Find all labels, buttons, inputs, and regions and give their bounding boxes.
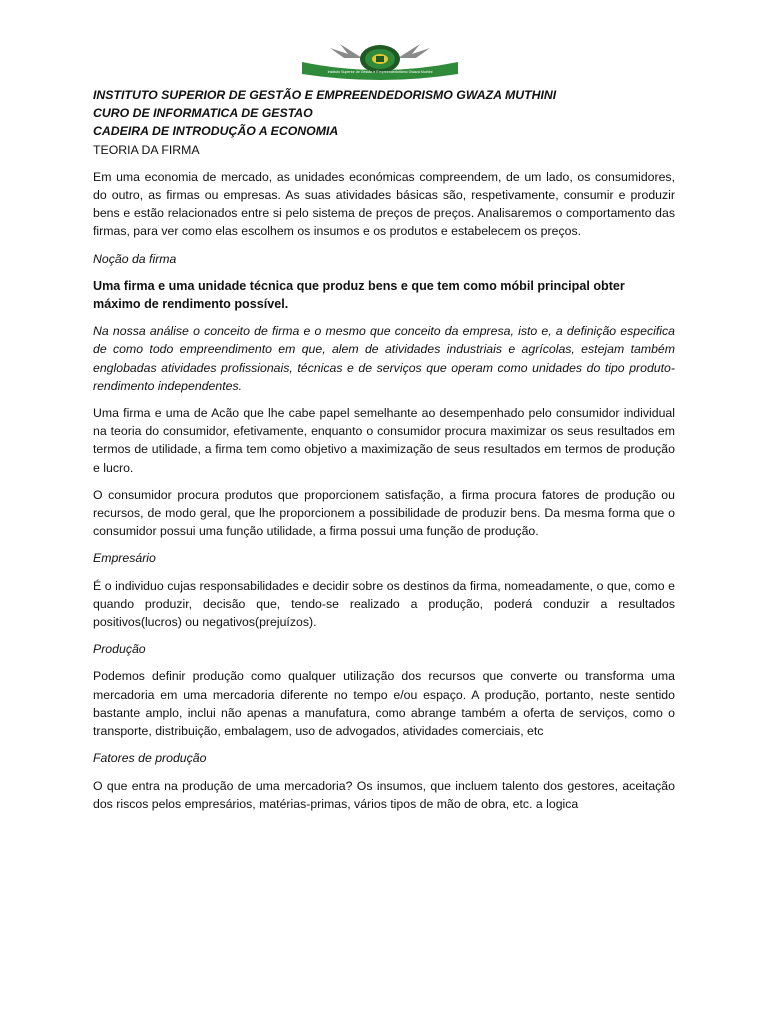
firm-role-paragraph: Uma firma e uma de Acão que lhe cabe papel semelhante ao desempenhado pelo consumidor individual na teoria do consumidor, efetivamente, enquanto o consumidor procura maximizar os seus resultados em termos de utilidade, a firma tem como objetivo a maximização de seus resultados em termos de produção e lucro. [93,406,675,475]
production-paragraph: Podemos definir produção como qualquer utilização dos recursos que converte ou transforma uma mercadoria em uma mercadoria diferente no tempo e/ou espaço. A produção, portanto, neste sentido bastante amplo, inclui não apenas a manufatura, como abrange também a oferta de serviços, como o transporte, distribuição, embalagem, uso de advogados, atividades comerciais, etc [93,669,675,739]
left-wing [330,44,362,58]
crest-icon [300,40,460,80]
course-name: CURO DE INFORMATICA DE GESTAO [93,106,313,121]
firm-concept-paragraph: Na nossa análise o conceito de firma e o mesmo que conceito da empresa, isto e, a definição especifica de como todo empreendimento em que, alem de atividades industriais e agrícolas, estejam também englobadas atividades profissionais, técnicas e de serviços que operam como unidades do tipo produto-rendimento independentes. [93,324,675,393]
entrepreneur-paragraph: É o individuo cujas responsabilidades e decidir sobre os destinos da firma, nomeadamente, o que, como e quando produzir, decisão que, tendo-se realizado a produção, poderá conduzir a resultados positivos(lucros) ou negativos(prejuízos). [93,578,675,630]
right-wing [398,44,430,58]
institute-name: INSTITUTO SUPERIOR DE GESTÃO E EMPREENDEDORISMO GWAZA MUTHINI [93,88,557,102]
section-title: TEORIA DA FIRMA [93,142,200,157]
heading-nocao-da-firma: Noção da firma [93,251,177,266]
institute-logo [300,40,460,80]
factors-paragraph: O que entra na produção de uma mercadoria? Os insumos, que incluem talento dos gestores, aceitação dos riscos pelos empresários, matérias-primas, vários tipos de mão de obra, etc. a logica [93,778,675,811]
consumer-firm-paragraph: O consumidor procura produtos que proporcionem satisfação, a firma procura fatores de produção ou recursos, de modo geral, que lhe proporcionem a possibilidade de produzir bens. Da mesma forma que o consumidor possui uma função utilidade, a firma possui uma função de produção. [93,487,675,539]
logo-caption: Instituto Superior de Gestão e Empreendedorismo Gwaza Muthini [327,70,433,74]
heading-fatores-de-producao: Fatores de produção [93,751,207,766]
intro-paragraph: Em uma economia de mercado, as unidades económicas compreendem, de um lado, os consumidores, do outro, as firmas ou empresas. As suas atividades básicas são, respetivamente, consumir e produzir bens e estão relacionados entre si pelo sistema de preços de preços. Analisaremos o comportamento das firmas, para ver como elas escolhem os insumos e os produtos e estabelecem os preços. [93,169,675,239]
heading-empresario: Empresário [93,551,156,566]
heading-producao: Produção [93,642,146,657]
subject-name: CADEIRA DE INTRODUÇÃO A ECONOMIA [93,124,339,139]
document-body [93,86,675,813]
firm-definition: Uma firma e uma unidade técnica que produz bens e que tem como móbil principal obter máximo de rendimento possível. [93,278,625,312]
